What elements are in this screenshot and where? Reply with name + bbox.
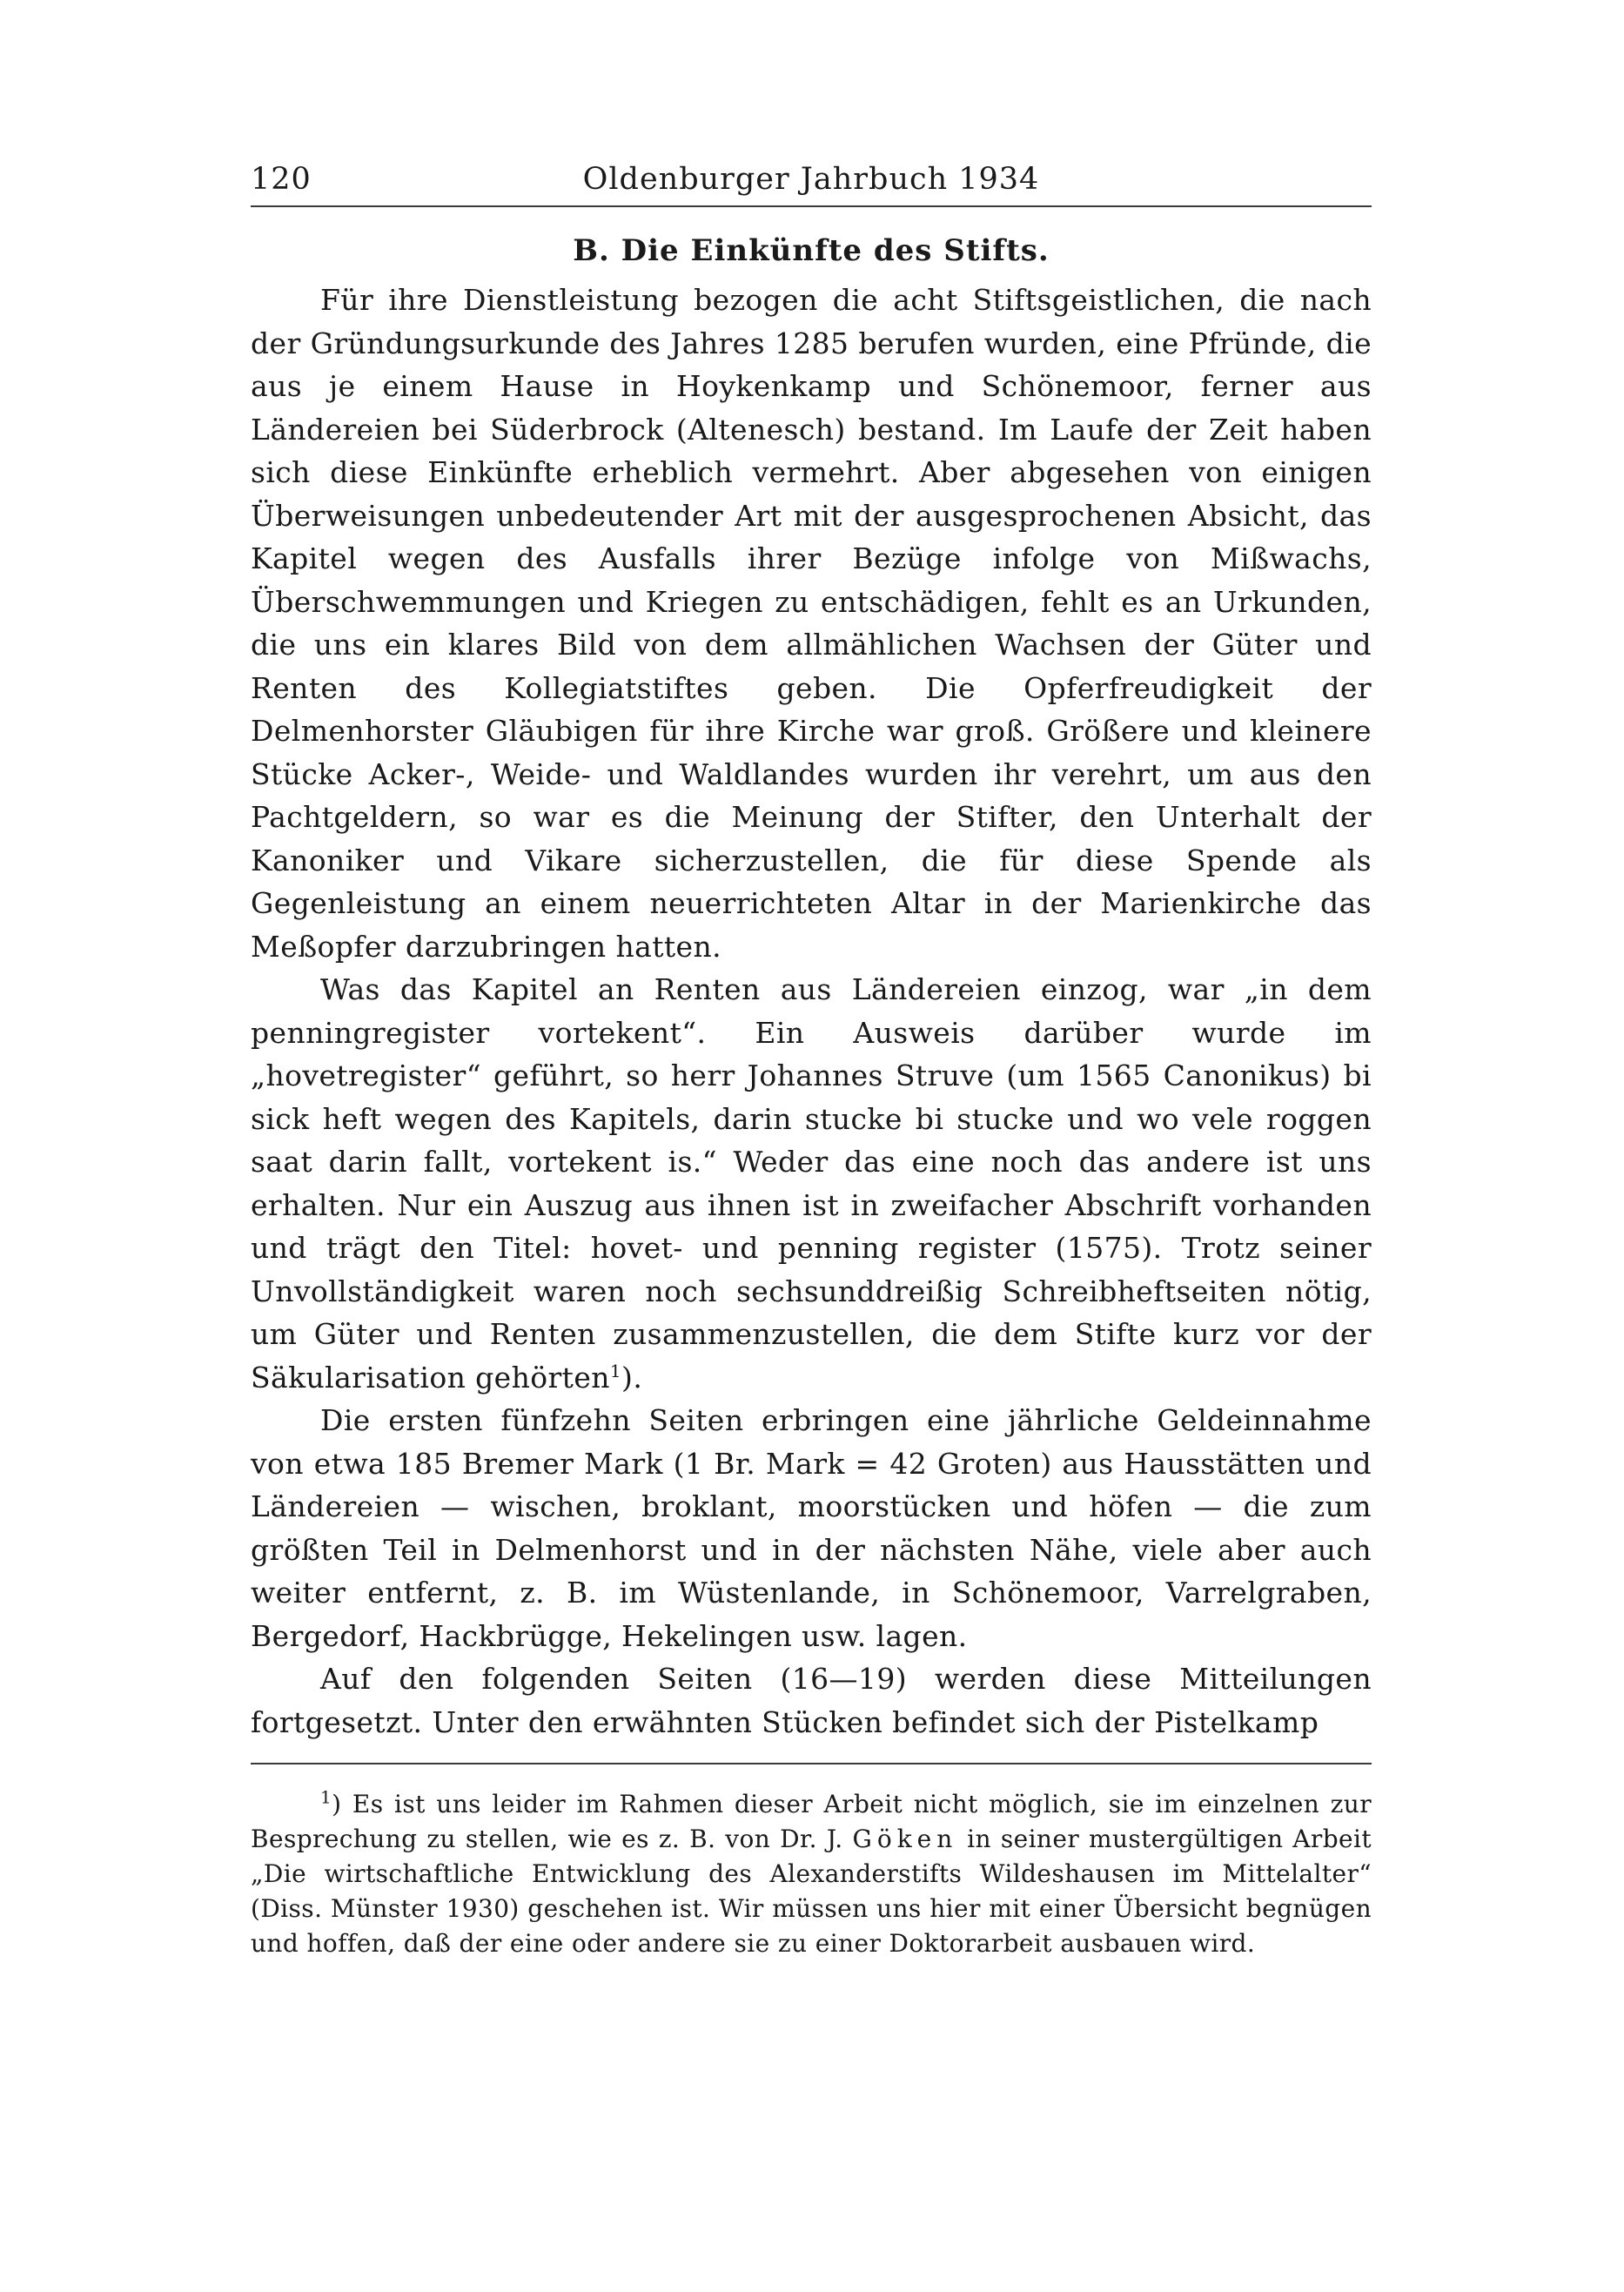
paragraph-2	[251, 968, 1372, 1399]
footnote-text-before: ) Es ist uns leider im Rahmen dieser Arbeit nicht möglich, sie im einzelnen zur Besprechung zu stellen, wie es z. B. von Dr. J.	[251, 1790, 1372, 1853]
section-heading: B. Die Einkünfte des Stifts.	[573, 233, 1050, 268]
paragraph-3: Die ersten fünfzehn Seiten erbringen eine jährliche Geldeinnahme von etwa 185 Bremer Mark (1 Br. Mark = 42 Groten) aus Hausstätten und Ländereien — wischen, broklant, moorstücken und höfen — die zum größten Teil in Delmenhorst und in der nächsten Nähe, viele aber auch weiter entfernt, z. B. im Wüstenlande, in Schönemoor, Varrelgraben, Bergedorf, Hackbrügge, Hekelingen usw. lagen.	[251, 1403, 1372, 1653]
paragraph-2-text: Was das Kapitel an Renten aus Ländereien einzog, war „in dem penningregister vortekent“. Ein Ausweis darüber wurde im „hovetregister“ geführt, so herr Johannes Struve (um 1565 Canonikus) bi sick heft wegen des Kapitels, darin stucke bi stucke und wo vele roggen saat darin fallt, vortekent is.“ Weder das eine noch das andere ist uns erhalten. Nur ein Auszug aus ihnen ist in zweifacher Abschrift vorhanden und trägt den Titel: hovet- und penning register (1575). Trotz seiner Unvollständigkeit waren noch sechsunddreißig Schreibheftseiten nötig, um Güter und Renten zusammenzustellen, die dem Stifte kurz vor der Säkularisation gehörten	[251, 972, 1372, 1395]
paragraph-4: Auf den folgenden Seiten (16—19) werden diese Mitteilungen fortgesetzt. Unter den erwähnten Stücken befindet sich der Pistelkamp	[251, 1662, 1372, 1739]
book-page	[251, 157, 1372, 1961]
body-text	[251, 279, 1372, 1744]
paragraph-2-end: ).	[621, 1360, 643, 1395]
footnote-reference[interactable]: 1	[609, 1360, 622, 1381]
footnote-divider	[251, 1763, 1372, 1764]
footnote-author-name: Göken	[852, 1825, 958, 1853]
page-number: 120	[251, 162, 312, 197]
paragraph-1: Für ihre Dienstleistung bezogen die acht Stiftsgeistlichen, die nach der Gründungsurkunde des Jahres 1285 berufen wurden, eine Pfründe, die aus je einem Hause in Hoykenkamp und Schönemoor, ferner aus Ländereien bei Süderbrock (Altenesch) bestand. Im Laufe der Zeit haben sich diese Einkünfte erheblich vermehrt. Aber abgesehen von einigen Überweisungen unbedeutender Art mit der ausgesprochenen Absicht, das Kapitel wegen des Ausfalls ihrer Bezüge infolge von Mißwachs, Überschwemmungen und Kriegen zu entschädigen, fehlt es an Urkunden, die uns ein klares Bild von dem allmählichen Wachsen der Güter und Renten des Kollegiatstiftes geben. Die Opferfreudigkeit der Delmenhorster Gläubigen für ihre Kirche war groß. Größere und kleinere Stücke Acker-, Weide- und Waldlandes wurden ihr verehrt, um aus den Pachtgeldern, so war es die Meinung der Stifter, den Unterhalt der Kanoniker und Vikare sicherzustellen, die für diese Spende als Gegenleistung an einem neuerrichteten Altar in der Marienkirche das Meßopfer darzubringen hatten.	[251, 283, 1372, 964]
running-head	[251, 157, 1372, 207]
journal-title: Oldenburger Jahrbuch 1934	[582, 162, 1040, 197]
footnote-marker: 1	[320, 1786, 332, 1808]
footnote-text-after: in seiner mustergültigen Arbeit „Die wirtschaftliche Entwicklung des Alexanderstifts Wildeshausen im Mittelalter“ (Diss. Münster 1930) geschehen ist. Wir müssen uns hier mit einer Übersicht begnügen und hoffen, daß der eine oder andere sie zu einer Doktorarbeit ausbauen wird.	[251, 1825, 1372, 1958]
footnote	[251, 1787, 1372, 1961]
